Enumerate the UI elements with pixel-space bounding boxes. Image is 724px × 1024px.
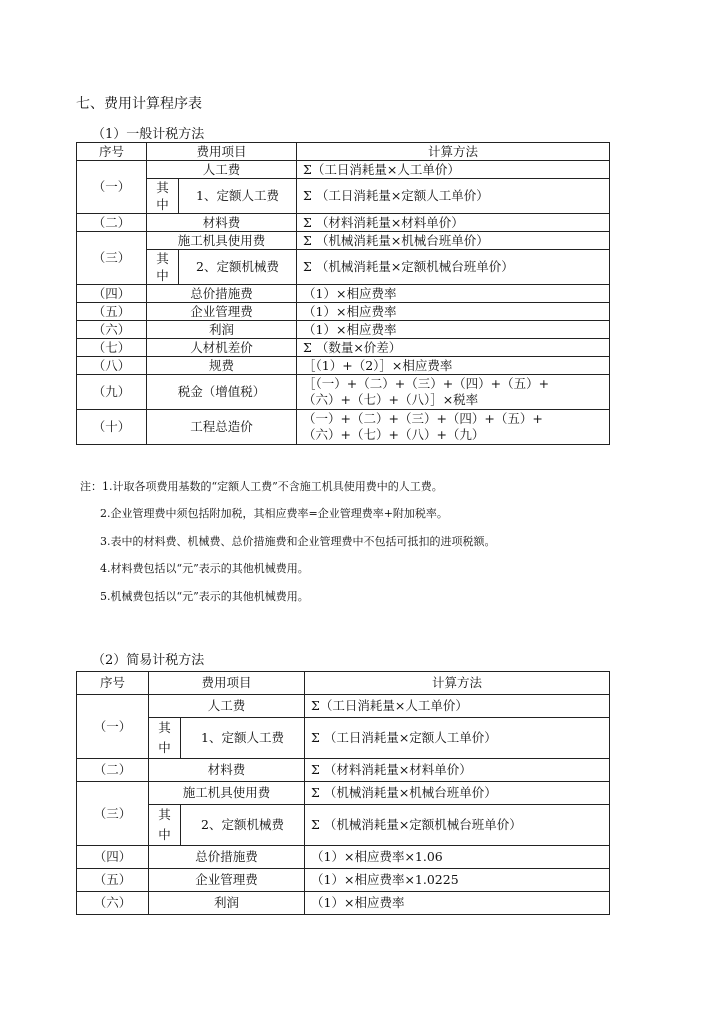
- row-method: Σ （数量×价差）: [297, 339, 610, 357]
- table-row: [77, 846, 610, 869]
- section-title-simple-tax: （2）简易计税方法: [92, 653, 205, 668]
- method-line-2: （六）+（七）+（八）］×税率: [303, 392, 479, 407]
- header-item: 费用项目: [147, 143, 297, 161]
- method-line-1: ［（一）+（二）+（三）+（四）+（五）+: [303, 376, 550, 391]
- table-row: [77, 375, 610, 410]
- table-header-row: [77, 143, 610, 161]
- row-item: 人工费: [147, 161, 297, 179]
- fee-table-general: [76, 142, 610, 445]
- row-item: 总价措施费: [147, 285, 297, 303]
- header-method: 计算方法: [297, 143, 610, 161]
- table-subrow: [77, 718, 610, 759]
- row-item: 税金（增值税）: [147, 375, 297, 410]
- header-seq: 序号: [77, 143, 147, 161]
- sub-method: Σ （机械消耗量×定额机械台班单价）: [297, 250, 610, 285]
- row-item: 总价措施费: [149, 846, 305, 869]
- note-2: 2.企业管理费中须包括附加税，其相应费率=企业管理费率+附加税率。: [100, 507, 448, 521]
- row-method: Σ（工日消耗量×人工单价）: [297, 161, 610, 179]
- row-item: 材料费: [147, 214, 297, 232]
- row-seq: （五）: [77, 303, 147, 321]
- row-seq: （八）: [77, 357, 147, 375]
- header-method: 计算方法: [305, 672, 610, 695]
- row-seq: （十）: [77, 410, 147, 445]
- row-seq: （七）: [77, 339, 147, 357]
- note-4: 4.材料费包括以“元”表示的其他机械费用。: [100, 562, 309, 576]
- row-item: 人材机差价: [147, 339, 297, 357]
- table-row: [77, 782, 610, 805]
- row-item: 企业管理费: [149, 869, 305, 892]
- row-seq: （五）: [77, 869, 149, 892]
- row-method: （1）×相应费率: [297, 321, 610, 339]
- row-method: ［（1）+（2）］×相应费率: [297, 357, 610, 375]
- row-method: Σ （材料消耗量×材料单价）: [305, 759, 610, 782]
- row-seq: （四）: [77, 846, 149, 869]
- row-seq: （一）: [77, 695, 149, 759]
- qizhong-label: 其 中: [149, 805, 181, 846]
- table-row: [77, 339, 610, 357]
- row-method: （1）×相应费率: [297, 285, 610, 303]
- row-item: 利润: [149, 892, 305, 915]
- row-seq: （三）: [77, 782, 149, 846]
- row-item: 施工机具使用费: [147, 232, 297, 250]
- table-row: [77, 869, 610, 892]
- table-row: [77, 232, 610, 250]
- table-row: [77, 892, 610, 915]
- row-method: [297, 375, 610, 410]
- row-seq: （四）: [77, 285, 147, 303]
- qizhong-label: 其 中: [147, 179, 179, 214]
- qizhong-label: 其 中: [147, 250, 179, 285]
- header-item: 费用项目: [149, 672, 305, 695]
- table-row: [77, 214, 610, 232]
- table-header-row: [77, 672, 610, 695]
- row-seq: （二）: [77, 214, 147, 232]
- row-method: Σ （机械消耗量×机械台班单价）: [305, 782, 610, 805]
- row-seq: （二）: [77, 759, 149, 782]
- table-subrow: [77, 805, 610, 846]
- method-line-1: （一）+（二）+（三）+（四）+（五）+: [303, 411, 543, 426]
- row-method: Σ（工日消耗量×人工单价）: [305, 695, 610, 718]
- table-row: [77, 303, 610, 321]
- row-method: （1）×相应费率: [297, 303, 610, 321]
- fee-table-simple: [76, 671, 610, 915]
- qizhong-label: 其 中: [149, 718, 181, 759]
- table-row: [77, 285, 610, 303]
- table-row: [77, 357, 610, 375]
- table-row: [77, 759, 610, 782]
- row-item: 施工机具使用费: [149, 782, 305, 805]
- sub-method: Σ （工日消耗量×定额人工单价）: [305, 718, 610, 759]
- header-seq: 序号: [77, 672, 149, 695]
- sub-item: 1、定额人工费: [181, 718, 305, 759]
- row-item: 人工费: [149, 695, 305, 718]
- table-subrow: [77, 250, 610, 285]
- row-method: （1）×相应费率×1.0225: [305, 869, 610, 892]
- sub-method: Σ （工日消耗量×定额人工单价）: [297, 179, 610, 214]
- sub-method: Σ （机械消耗量×定额机械台班单价）: [305, 805, 610, 846]
- row-item: 规费: [147, 357, 297, 375]
- row-item: 材料费: [149, 759, 305, 782]
- row-method: （1）×相应费率: [305, 892, 610, 915]
- row-method: （1）×相应费率×1.06: [305, 846, 610, 869]
- sub-item: 1、定额人工费: [179, 179, 297, 214]
- row-seq: （一）: [77, 161, 147, 214]
- page-heading: 七、费用计算程序表: [76, 96, 202, 112]
- method-line-2: （六）+（七）+（八）+（九）: [303, 427, 485, 442]
- sub-item: 2、定额机械费: [179, 250, 297, 285]
- table-row: [77, 161, 610, 179]
- notes-block: [80, 478, 620, 615]
- row-item: 利润: [147, 321, 297, 339]
- note-5: 5.机械费包括以“元”表示的其他机械费用。: [100, 589, 309, 603]
- table-subrow: [77, 179, 610, 214]
- row-item: 企业管理费: [147, 303, 297, 321]
- note-3: 3.表中的材料费、机械费、总价措施费和企业管理费中不包括可抵扣的进项税额。: [100, 534, 496, 548]
- row-seq: （三）: [77, 232, 147, 285]
- row-method: Σ （机械消耗量×机械台班单价）: [297, 232, 610, 250]
- row-item: 工程总造价: [147, 410, 297, 445]
- note-1: 注：1.计取各项费用基数的“定额人工费”不含施工机具使用费中的人工费。: [80, 480, 443, 493]
- table-row: [77, 695, 610, 718]
- row-seq: （六）: [77, 321, 147, 339]
- row-seq: （九）: [77, 375, 147, 410]
- section-title-general-tax: （1）一般计税方法: [92, 127, 205, 142]
- row-method: Σ （材料消耗量×材料单价）: [297, 214, 610, 232]
- table-row: [77, 410, 610, 445]
- row-method: [297, 410, 610, 445]
- table-row: [77, 321, 610, 339]
- row-seq: （六）: [77, 892, 149, 915]
- sub-item: 2、定额机械费: [181, 805, 305, 846]
